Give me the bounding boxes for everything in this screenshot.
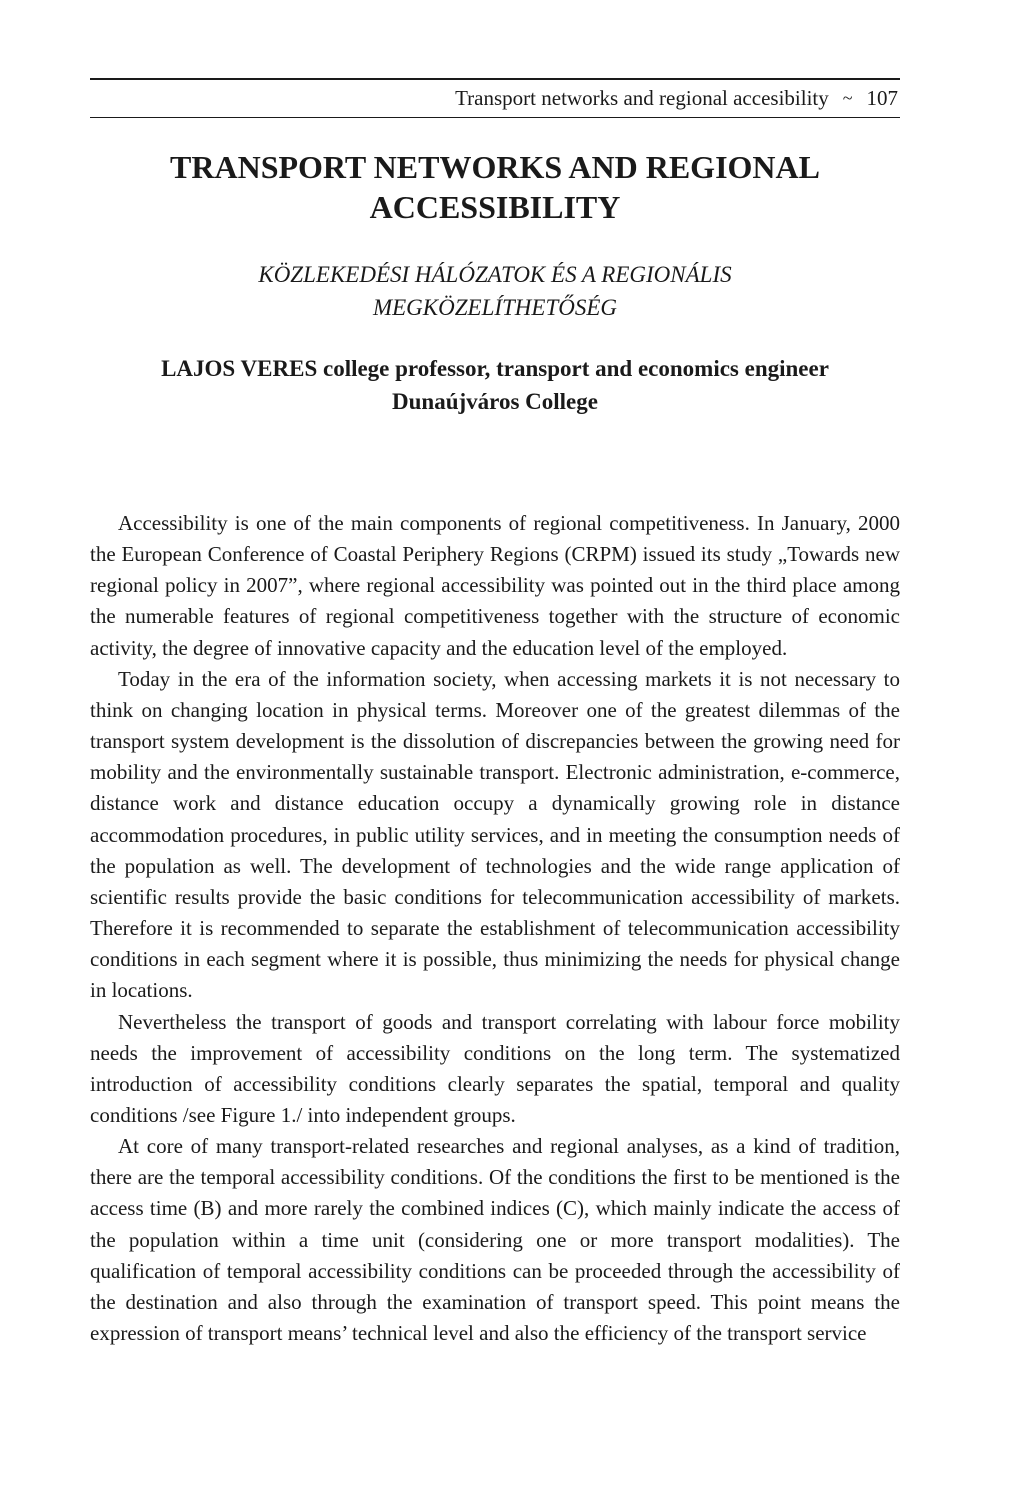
running-title: Transport networks and regional accesibility: [455, 86, 829, 110]
header-separator: ~: [842, 88, 853, 108]
paragraph-1: Accessibility is one of the main components of regional competitiveness. In January, 2000 the European Conference of Coastal Periphery Regions (CRPM) issued its study „Towards new regional policy in 2007”, where regional accessibility was pointed out in the third place among the numerable features of regional competitiveness together with the structure of economic activity, the degree of innovative capacity and the education level of the employed.: [90, 511, 900, 660]
article-subtitle-line-1: KÖZLEKEDÉSI HÁLÓZATOK ÉS A REGIONÁLIS: [258, 262, 732, 287]
author-block: [90, 352, 900, 418]
paragraph-3: Nevertheless the transport of goods and transport correlating with labour force mobility needs the improvement of accessibility conditions on the long term. The systematized introduction of accessibility conditions clearly separates the spatial, temporal and quality conditions /see Figure 1./ into independent groups.: [90, 1009, 900, 1127]
paragraph-4: At core of many transport-related researches and regional analyses, as a kind of tradition, there are the temporal accessibility conditions. Of the conditions the first to be mentioned is the access time (B) and more rarely the combined indices (C), which mainly indicate the access of the population within a time unit (considering one or more transport modalities). The qualification of temporal accessibility conditions can be proceeded through the accessibility of the destination and also through the examination of transport speed. This point means the expression of transport means’ technical level and also the efficiency of the transport service: [90, 1134, 900, 1346]
article-subtitle-line-2: MEGKÖZELÍTHETŐSÉG: [372, 295, 618, 320]
running-header: [90, 78, 900, 118]
article-title-line-1: TRANSPORT NETWORKS AND REGIONAL: [170, 149, 820, 185]
affiliation: Dunaújváros College: [392, 389, 598, 414]
page-number: 107: [866, 86, 898, 110]
paragraph-2: Today in the era of the information society, when accessing markets it is not necessary to think on changing location in physical terms. Moreover one of the greatest dilemmas of the transport system development is the dissolution of discrepancies between the growing need for mobility and the environmentally sustainable transport. Electronic administration, e-commerce, distance work and distance education occupy a dynamically growing role in distance accommodation procedures, in public utility services, and in meeting the consumption needs of the population as well. The development of technologies and the wide range application of scientific results provide the basic conditions for telecommunication accessibility of markets. Therefore it is recommended to separate the establishment of telecommunication accessibility conditions in each segment where it is possible, thus minimizing the needs for physical change in locations.: [90, 666, 900, 1003]
article-subtitle: [90, 258, 900, 324]
author-line: LAJOS VERES college professor, transport and economics engineer: [161, 356, 829, 381]
article-title-line-2: ACCESSIBILITY: [369, 189, 621, 225]
article-title: [90, 147, 900, 227]
body-text: [90, 508, 900, 1349]
